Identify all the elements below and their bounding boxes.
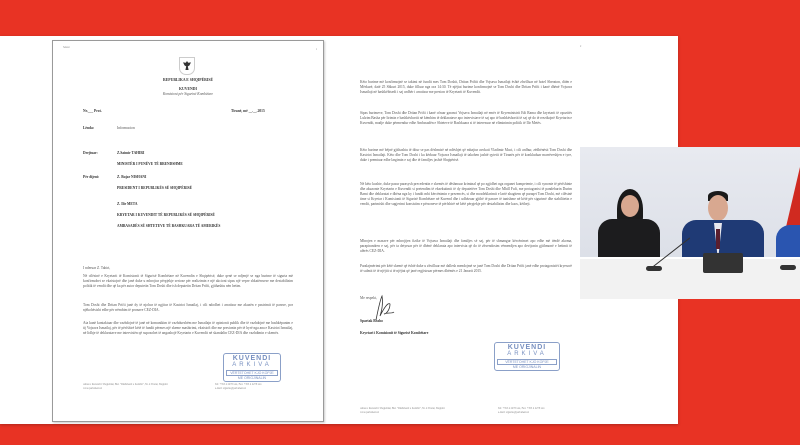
letter-paragraph: Paralajmërimi për këtë skemë që është duke u zhvilluar më dallesh mendojmë se janë Tom Doshi dhe Dritan Prifti janë edhe protagonistët kryesorë të sulmit të të njëjtit si të njëjtat që janë regjistruar përmes dhëmës e 21 Janarit 2015.	[360, 264, 572, 273]
signature-icon	[370, 292, 398, 322]
to-label: Drejtuar:	[83, 151, 98, 155]
footer-web: www.parlament.al	[83, 387, 102, 390]
subject-value: Informacion	[117, 126, 135, 130]
footer-contact: Tel: +355 4 2278 xxx, Fax: +355 4 2278 xxx	[215, 383, 262, 386]
press-conference-video[interactable]	[580, 147, 800, 299]
to-title: MINISTËR I PUNËVE TË BRENDSHME	[117, 162, 183, 166]
subject-label: Lënda:	[83, 126, 94, 130]
page-number: 1	[315, 48, 317, 51]
stamp-line1: KUVENDI	[507, 344, 547, 351]
letter-paragraph: Në cilësinë e Kryetarit të Komisionit të Sigurisë Kombëtare në Kuvendin e Shqipërisë, duke qenë se ndjenjë se nga burime të sigurta më konfirmohet se ekzistojnë dhe janë duke u mbrojtur përpjekje serioze për realizimin e një akcioni sipas një vepre shkatërruese me destabilizim politik të vendit dhe që ka për autor deputetin Tom Doshi dhe ish deputetin Dritan Prifti, gjithashtu nën hetim.	[83, 274, 293, 288]
conference-table	[580, 257, 800, 299]
stamp-line4: ME ORIGJINALIN	[237, 376, 267, 380]
signatory-name: Spartak Braho	[360, 319, 383, 323]
letter-paragraph: Këto burime më bëjnë gjithashtu të ditur se pas dëshmisë në ndëshjet që mbajtur avokati Vladimir Muci, i cili ardhur, zëdhënësit Tom Doshi dhe Kastriot Ismailajt. Këto dhe Tom Doshi i ka kërkuar Vojsava Ismailajt të takohen jashtë qytetit të Tiranës për të konkluduar marrëveshjen e tyre, duke i premtuar edhe largimin e saj dhe të familjes jashtë Shqipërisë.	[360, 148, 572, 162]
place-date: Tiranë, më __.__.2015	[231, 109, 265, 113]
footer-address: Adresa: Kuvendi i Shqipërisë, Bul. "Dëshmorët e Kombit", Nr. 4 Tiranë, Shqipëri	[83, 383, 168, 386]
document-viewer-panel	[0, 36, 678, 424]
salutation: I nderuar Z. Tahiri,	[83, 266, 111, 270]
footer-web: www.parlament.al	[360, 411, 379, 414]
stamp-line3: VËRTETOHET KJO KOPJE	[226, 370, 278, 376]
microphone-base	[780, 265, 796, 270]
letter-paragraph: Sipas burimeve, Tom Doshi dhe Dritan Prifti i kanë ofruar garanci Vojsava Ismailajt në emër të Kryeministrit Edi Rama dhe kryetarit të opozitës Lulzim Basha për lirimin e bashkëshortit në këmbim të deklaratave apo intervistave të saj apo të bashkëshortit të saj që do të rrezikojnë Kryetarin e Kuvendit, madje duke përmendur edhe Ambasadën e Shteteve të Bashkuara si të interesuar në eliminimin politik të Ilir Metës.	[360, 111, 572, 125]
footer-address: Adresa: Kuvendi i Shqipërisë, Bul. "Dëshmorët e Kombit", Nr. 4 Tiranë, Shqipëri	[360, 407, 445, 410]
to-name: Z.Saimir TAHIRI	[117, 151, 145, 155]
protocol-number: Nr.___ Prot.	[83, 109, 102, 113]
cc1-title: PRESIDENT I REPUBLIKËS SË SHQIPËRISË	[117, 186, 193, 190]
signatory-title: Kryetari i Komisionit të Sigurisë Kombëtare	[360, 331, 429, 335]
letter-paragraph: Tom Doshi dhe Dritan Prifti janë dy të njohur të ngjitur të Kastriot Ismailaj, i cili ndodhet i arratisur me akuzën e pastrimit të parave, por njëkohësisht edhe për rrëmbim të pronave CEZ-DIA.	[83, 303, 293, 312]
footer-contact: Tel: +355 4 2278 xxx, Fax: +355 4 2278 xxx	[498, 407, 545, 410]
document-page-1	[52, 40, 324, 422]
stamp-line3: VËRTETOHET KJO KOPJE	[497, 359, 557, 365]
letter-paragraph: Në këto kushte, duke pasur parasysh precedentin e skemës të dëshmuar kriminal që po zgjidhet nga organet kompetente, i cili synonte të përfshinte dhe akuzonte Kryetarin e Kuvendit si pretendim të ekzekutimit të dy deputetëve Tom Doshi dhe Mhill Fufi, me protagonist të pandehurin Durim Bami dhe deklaratat e dhëna nga ky i fundit mbi kërcënimin e prezencës, si dhe mosdeklarimit e lartë zhagitem që paraqet Tom Doshi, më cilësinë time si Kryetar i Komisionit të Sigurisë Kombëtare në Kuvend dhe i udhëzuar gjithë të parave të tanishme në këtë për sigurimë dhe stabilitetin e vendit, parimisht dhe sugjerimi konsistim e përsoneve të përfshirë në këtë përpjekje për destabilizim dhe kaos, këtheji.	[360, 182, 572, 206]
letter-paragraph: Këto burime më konfirmojnë se takimi në fundit mes Tom Doshit, Dritan Priftit dhe Vojsava Ismailajt është zhvilluar në hotel Sheraton, ditën e Mërkurë, datë 25 Shkurt 2015, duke filluar nga ora 14:30. Të njëjtat burime konfirmojnë se Tom Doshi dhe Dritan Prifti i kanë dhënë Vojsava Ismailajt në bashkëbisedi i saj urdhër i arratisur me presion të Kryetarit të Kuvendit.	[360, 80, 572, 94]
letter-paragraph: Ata kanë kontaktuar dhe vazhdojnë të janë në komunikim të vazhdueshëm me Ismailajn të opinionit publik dhe të vazhdojnë me bashkëpunim e tij Vojsava Ismailaj, për të përfshirë këtë të fundit përmes një skeme mashtrimi, ekzistoft dhe me presionin për të hyrë nga ana e Kastriot Ismailaj, në lidhje të deklaratave me intervistën që supozohet të angazhojë Kryetarin e Kuvendit në skandalin CEZ-DIA dhe vazhdimin e skemës.	[83, 321, 293, 335]
archive-stamp	[223, 353, 281, 382]
closing: Me respekt,	[360, 296, 377, 300]
microphone-base	[646, 266, 662, 271]
cc1-name: Z. Bujar NISHANI	[117, 175, 147, 179]
letter-paragraph: Mbrojen e masave për mbrojtjen fizike të Vojsava Ismailajt dhe familjes së saj, për të shmangur kërcënimet apo edhe më tëndë akoma, parapirandren e saj, për ta detyruar për të dhënë deklarata apo intervista që do të zhvendosim vëmendjen apo devijonin gjithmonë e hetimit të afërës CEZ-DIA.	[360, 239, 572, 253]
stamp-line2: ARKIVA	[232, 362, 272, 368]
stamp-line4: ME ORIGJINALIN	[512, 365, 542, 369]
footer-email: e-mail: sigurite@parlament.al	[215, 387, 247, 390]
stamp-line1: KUVENDI	[232, 355, 272, 362]
albanian-eagle-emblem-icon	[179, 57, 195, 75]
header-republic: REPUBLIKA E SHQIPËRISË	[162, 78, 213, 82]
corner-note: Sekret	[63, 46, 70, 49]
cc2-name: Z. Ilir META	[117, 202, 138, 206]
header-kuvendi: KUVENDI	[179, 87, 197, 91]
footer-email: e-mail: sigurite@parlament.al	[498, 411, 530, 414]
cc3-title: AMBASADËS SË SHTETEVE TË BASHKUARA TË AMERIKËS	[117, 224, 221, 228]
laptop-icon	[703, 253, 743, 273]
stamp-line2: ARKIVA	[507, 351, 547, 357]
header-committee: Komisioni për Sigurinë Kombëtare	[162, 92, 214, 96]
cc2-title: KRYETAR I KUVENDIT TË REPUBLIKËS SË SHQIPËRISË	[117, 213, 215, 217]
cc-label: Për dijeni:	[83, 175, 100, 179]
page-number: 2	[580, 45, 582, 48]
archive-stamp	[494, 342, 560, 371]
